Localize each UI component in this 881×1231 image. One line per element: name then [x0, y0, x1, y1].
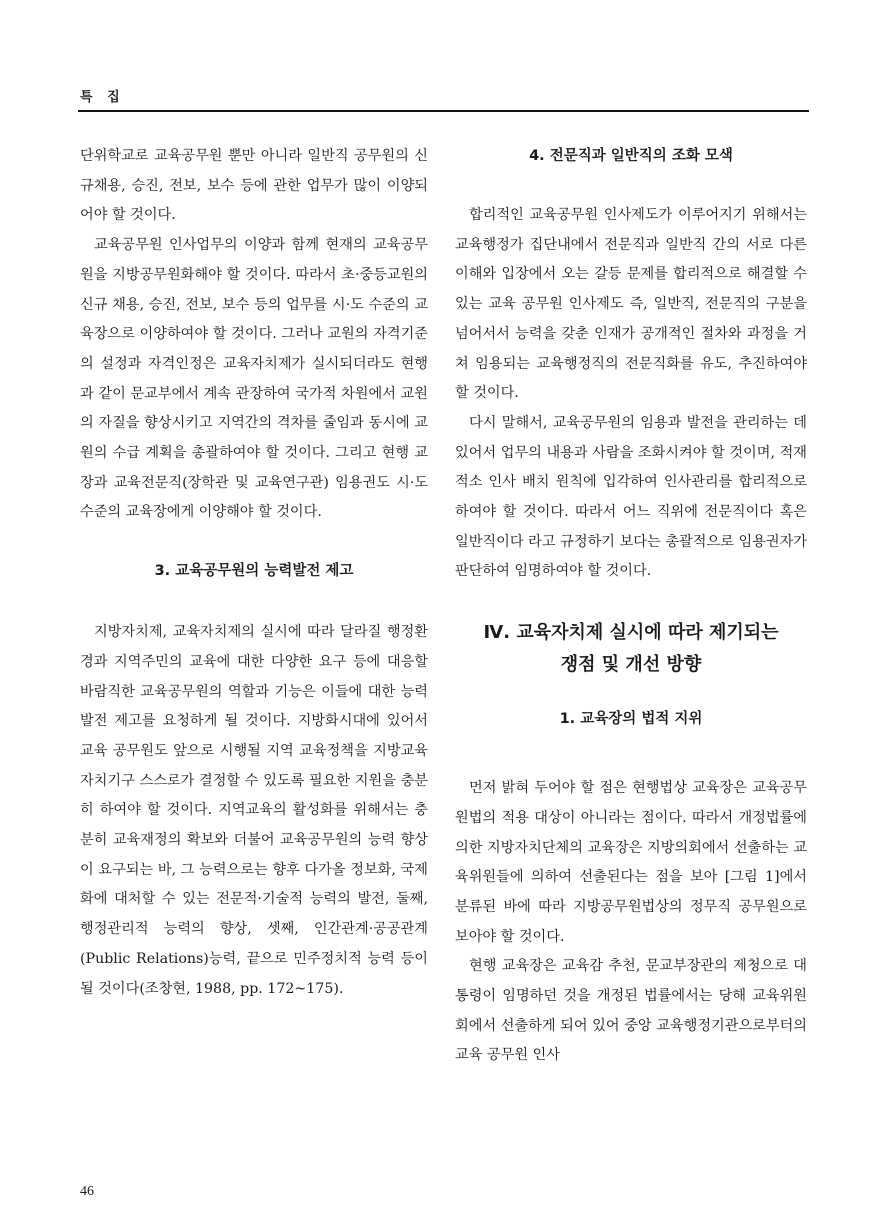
- right-paragraph-4: 현행 교육장은 교육감 추천, 문교부장관의 제청으로 대통령이 임명하던 것을 개정된 법률에서는 당해 교육위원회에서 선출하게 되어 있어 중앙 교육행정기관으로부터의 교육 공무원 인사: [455, 958, 807, 1064]
- spacer: [455, 171, 807, 201]
- right-column: [455, 142, 807, 1071]
- spacer: [80, 586, 428, 618]
- left-paragraph-2: 교육공무원 인사업무의 이양과 함께 현재의 교육공무원을 지방공무원화해야 할 것이다. 따라서 초·중등교원의 신규 채용, 승진, 전보, 보수 등의 업무를 시·도 수준의 교육장으로 이양하여야 할 것이다. 그러나 교원의 자격기준의 설정과 자격인정은 교육자치제가 실시되더라도 현행과 같이 문교부에서 계속 관장하여 국가적 차원에서 교원의 자질을 향상시키고 지역간의 격차를 줄임과 동시에 교원의 수급 계획을 총괄하여야 할 것이다. 그리고 현행 교장과 교육전문직(장학관 및 교육연구관) 임용권도 시·도 수준의 교육장에게 이양해야 할 것이다.: [80, 237, 428, 521]
- spacer: [80, 528, 428, 557]
- page-number: 46: [80, 1184, 94, 1199]
- right-paragraph-3: 먼저 밝혀 두어야 할 점은 현행법상 교육장은 교육공무원법의 적용 대상이 아니라는 점이다. 따라서 개정법률에 의한 지방자치단체의 교육장은 지방의회에서 선출하는 교육위원들에 의하여 선출된다는 점을 보아 [그림 1]에서 분류된 바에 따라 지방공무원법상의 정무직 공무원으로 보아야 할 것이다.: [455, 780, 807, 945]
- section-label: 특 집: [80, 90, 125, 105]
- left-paragraph-1: 단위학교로 교육공무원 뿐만 아니라 일반직 공무원의 신규채용, 승진, 전보, 보수 등에 관한 업무가 많이 이양되어야 할 것이다.: [80, 148, 428, 224]
- right-paragraph-2: 다시 말해서, 교육공무원의 임용과 발전을 관리하는 데 있어서 업무의 내용과 사람을 조화시켜야 할 것이며, 적재적소 인사 배치 원칙에 입각하여 인사관리를 합리적으로 하여야 할 것이다. 따라서 어느 직위에 전문직이다 혹은 일반직이다 라고 규정하기 보다는 총괄적으로 임용권자가 판단하여 임명하여야 할 것이다.: [455, 414, 807, 580]
- right-paragraph-1: 합리적인 교육공무원 인사제도가 이루어지기 위해서는 교육행정가 집단내에서 전문직과 일반직 간의 서로 다른 이해와 입장에서 오는 갈등 문제를 합리적으로 해결할 수 있는 교육 공무원 인사제도 즉, 일반직, 전문직의 구분을 넘어서서 능력을 갖춘 인재가 공개적인 절차와 과정을 거쳐 임용되는 교육행정직의 전문직화를 유도, 추진하여야 할 것이다.: [455, 207, 807, 402]
- left-column: [80, 142, 428, 1004]
- spacer: [455, 587, 807, 617]
- spacer: [455, 734, 807, 774]
- section-title-line-1: Ⅳ. 교육자치제 실시에 따라 제기되는: [483, 622, 779, 644]
- left-paragraph-3: 지방자치제, 교육자치제의 실시에 따라 달라질 행정환경과 지역주민의 교육에 대한 다양한 요구 등에 대응할 바람직한 교육공무원의 역할과 기능은 이들에 대한 능력발전 제고를 요청하게 될 것이다. 지방화시대에 있어서 교육 공무원도 앞으로 시행될 지역 교육정책을 지방교육자치기구 스스로가 결정할 수 있도록 필요한 지원을 충분히 하여야 할 것이다. 지역교육의 활성화를 위해서는 충분히 교육재정의 확보와 더불어 교육공무원의 능력 향상이 요구되는 바, 그 능력으로는 향후 다가올 정보화, 국제화에 대처할 수 있는 전문적·기술적 능력의 발전, 둘째, 행정관리적 능력의 향상, 셋째, 인간관계·공공관계(Public Relations)능력, 끝으로 민주정치적 능력 등이 될 것이다(조창현, 1988, pp. 172~175).: [80, 624, 428, 997]
- subheading-4: 4. 전문직과 일반직의 조화 모색: [529, 148, 733, 164]
- subheading-3: 3. 교육공무원의 능력발전 제고: [154, 563, 354, 580]
- subheading-1: 1. 교육장의 법적 지위: [559, 711, 703, 728]
- spacer: [455, 681, 807, 705]
- header-divider: [78, 110, 809, 112]
- section-title-line-2: 쟁점 및 개선 방향: [560, 654, 702, 676]
